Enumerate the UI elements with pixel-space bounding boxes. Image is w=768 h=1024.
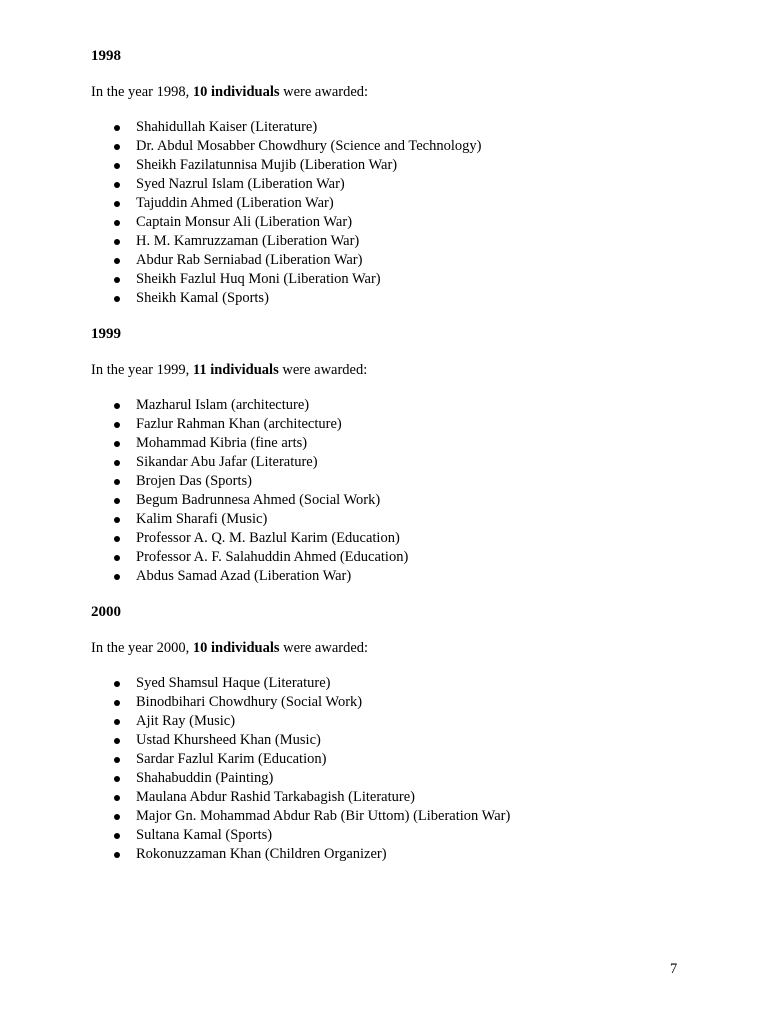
section-2000	[91, 602, 711, 864]
list-item	[91, 845, 711, 864]
awardee-name: Binodbihari Chowdhury (Social Work)	[136, 694, 363, 710]
awardee-name: Maulana Abdur Rashid Tarkabagish (Literature)	[136, 789, 415, 805]
list-item	[91, 769, 711, 788]
bullet-icon	[114, 555, 120, 561]
list-item	[91, 270, 711, 289]
year-heading: 2000	[91, 604, 121, 620]
bullet-icon	[114, 681, 120, 687]
section-1998	[91, 46, 711, 308]
list-item	[91, 289, 711, 308]
award-count: 10 individuals	[192, 640, 280, 656]
bullet-icon	[114, 795, 120, 801]
bullet-icon	[114, 144, 120, 150]
awardee-name: Rokonuzzaman Khan (Children Organizer)	[136, 846, 387, 862]
bullet-icon	[114, 441, 120, 447]
awardee-name: Syed Nazrul Islam (Liberation War)	[136, 176, 345, 192]
awardee-name: Ajit Ray (Music)	[136, 713, 236, 729]
list-item	[91, 826, 711, 845]
list-item	[91, 194, 711, 213]
intro-text: were awarded:	[279, 84, 369, 100]
list-item	[91, 491, 711, 510]
list-item	[91, 510, 711, 529]
section-intro	[91, 638, 711, 658]
list-item	[91, 693, 711, 712]
awardee-name: Begum Badrunnesa Ahmed (Social Work)	[136, 492, 381, 508]
bullet-icon	[114, 296, 120, 302]
bullet-icon	[114, 833, 120, 839]
section-intro	[91, 82, 711, 102]
year-heading: 1999	[91, 326, 121, 342]
bullet-icon	[114, 258, 120, 264]
bullet-icon	[114, 479, 120, 485]
intro-text: were awarded:	[278, 362, 368, 378]
list-item	[91, 213, 711, 232]
awardee-name: H. M. Kamruzzaman (Liberation War)	[136, 233, 360, 249]
list-item	[91, 232, 711, 251]
awardee-list	[91, 396, 711, 586]
intro-text: were awarded:	[279, 640, 369, 656]
list-item	[91, 118, 711, 137]
intro-text: In the year 1998,	[91, 84, 193, 100]
bullet-icon	[114, 776, 120, 782]
awardee-name: Sikandar Abu Jafar (Literature)	[136, 454, 318, 470]
list-item	[91, 674, 711, 693]
awardee-name: Shahabuddin (Painting)	[136, 770, 274, 786]
bullet-icon	[114, 498, 120, 504]
awardee-name: Abdus Samad Azad (Liberation War)	[136, 568, 352, 584]
section-intro	[91, 360, 711, 380]
bullet-icon	[114, 460, 120, 466]
award-count: 10 individuals	[192, 84, 280, 100]
bullet-icon	[114, 517, 120, 523]
list-item	[91, 251, 711, 270]
list-item	[91, 175, 711, 194]
awardee-name: Captain Monsur Ali (Liberation War)	[136, 214, 353, 230]
list-item	[91, 548, 711, 567]
awardee-name: Professor A. Q. M. Bazlul Karim (Education)	[136, 530, 400, 546]
list-item	[91, 712, 711, 731]
awardee-name: Mazharul Islam (architecture)	[136, 397, 310, 413]
awardee-name: Mohammad Kibria (fine arts)	[136, 435, 308, 451]
bullet-icon	[114, 277, 120, 283]
section-1999	[91, 324, 711, 586]
bullet-icon	[114, 536, 120, 542]
bullet-icon	[114, 700, 120, 706]
list-item	[91, 156, 711, 175]
award-count: 11 individuals	[192, 362, 279, 378]
list-item	[91, 731, 711, 750]
awardee-name: Syed Shamsul Haque (Literature)	[136, 675, 331, 691]
list-item	[91, 137, 711, 156]
bullet-icon	[114, 201, 120, 207]
awardee-name: Sheikh Fazlul Huq Moni (Liberation War)	[136, 271, 381, 287]
list-item	[91, 453, 711, 472]
bullet-icon	[114, 738, 120, 744]
awardee-name: Kalim Sharafi (Music)	[136, 511, 268, 527]
awardee-name: Sheikh Fazilatunnisa Mujib (Liberation War)	[136, 157, 398, 173]
bullet-icon	[114, 182, 120, 188]
list-item	[91, 472, 711, 491]
awardee-list	[91, 674, 711, 864]
awardee-name: Sardar Fazlul Karim (Education)	[136, 751, 327, 767]
list-item	[91, 788, 711, 807]
awardee-name: Dr. Abdul Mosabber Chowdhury (Science and Technology)	[136, 138, 482, 154]
bullet-icon	[114, 403, 120, 409]
intro-text: In the year 2000,	[91, 640, 193, 656]
document-page	[91, 46, 711, 880]
list-item	[91, 434, 711, 453]
list-item	[91, 415, 711, 434]
list-item	[91, 396, 711, 415]
list-item	[91, 529, 711, 548]
bullet-icon	[114, 239, 120, 245]
bullet-icon	[114, 852, 120, 858]
awardee-name: Professor A. F. Salahuddin Ahmed (Education)	[136, 549, 409, 565]
bullet-icon	[114, 422, 120, 428]
bullet-icon	[114, 220, 120, 226]
list-item	[91, 807, 711, 826]
bullet-icon	[114, 125, 120, 131]
awardee-list	[91, 118, 711, 308]
awardee-name: Ustad Khursheed Khan (Music)	[136, 732, 321, 748]
awardee-name: Major Gn. Mohammad Abdur Rab (Bir Uttom) (Liberation War)	[136, 808, 511, 824]
list-item	[91, 750, 711, 769]
awardee-name: Sheikh Kamal (Sports)	[136, 290, 269, 306]
awardee-name: Brojen Das (Sports)	[136, 473, 252, 489]
year-heading: 1998	[91, 48, 121, 64]
bullet-icon	[114, 719, 120, 725]
bullet-icon	[114, 163, 120, 169]
list-item	[91, 567, 711, 586]
bullet-icon	[114, 814, 120, 820]
awardee-name: Sultana Kamal (Sports)	[136, 827, 273, 843]
bullet-icon	[114, 757, 120, 763]
intro-text: In the year 1999,	[91, 362, 193, 378]
awardee-name: Tajuddin Ahmed (Liberation War)	[136, 195, 334, 211]
bullet-icon	[114, 574, 120, 580]
awardee-name: Abdur Rab Serniabad (Liberation War)	[136, 252, 363, 268]
page-number: 7	[670, 961, 678, 977]
awardee-name: Shahidullah Kaiser (Literature)	[136, 119, 318, 135]
awardee-name: Fazlur Rahman Khan (architecture)	[136, 416, 342, 432]
